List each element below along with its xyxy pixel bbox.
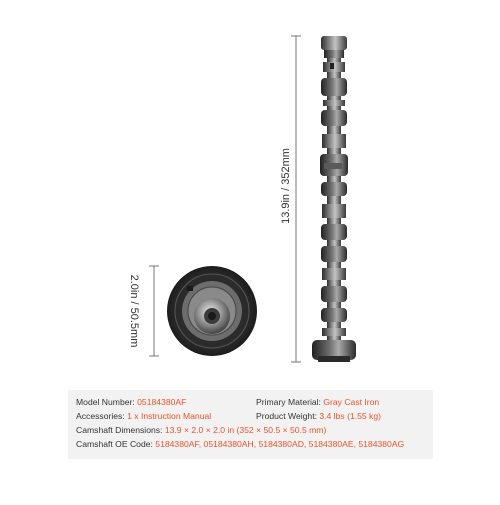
primary-material-label: Primary Material: [256,397,324,407]
primary-material-row [256,397,379,408]
camshaft-dimensions-value: 13.9 × 2.0 × 2.0 in (352 × 50.5 × 50.5 mm) [164,425,327,435]
oe-code-label: Camshaft OE Code: [76,439,156,449]
product-weight-label: Product Weight: [256,411,320,421]
camshaft-end-view-image [167,266,257,356]
accessories-row [76,411,211,422]
length-dimension-line [291,36,301,362]
accessories-label: Accessories: [76,411,128,421]
product-weight-row [256,411,381,422]
camshaft-dimensions-label: Camshaft Dimensions: [76,425,165,435]
oe-code-row [76,439,404,450]
model-number-row [76,397,186,408]
camshaft-image [312,36,356,362]
product-weight-value: 3.4 lbs (1.55 kg) [319,411,381,421]
diameter-dimension-label: 2.0in / 50.5mm [128,274,140,348]
specifications-panel [68,390,433,459]
model-number-label: Model Number: [76,397,138,407]
model-number-value: 05184380AF [137,397,187,407]
accessories-value: 1 x Instruction Manual [127,411,212,421]
diameter-dimension-line [149,266,159,356]
oe-code-value: 5184380AF, 05184380AH, 5184380AD, 5184380AE, 5184380AG [155,439,405,449]
primary-material-value: Gray Cast Iron [323,397,380,407]
length-dimension-label: 13.9in / 352mm [280,148,292,224]
camshaft-dimensions-row [76,425,326,436]
